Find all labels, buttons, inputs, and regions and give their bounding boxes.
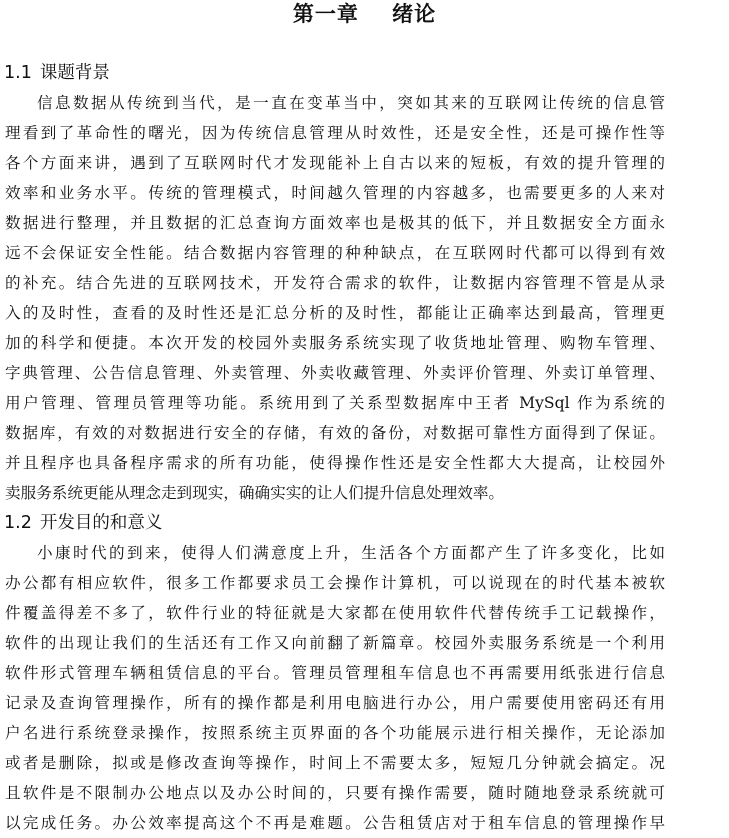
body-line: 用户管理、管理员管理等功能。系统用到了关系型数据库中王者 MySql 作为系统的 bbox=[5, 394, 665, 412]
body-line: 并且程序也具备程序需求的所有功能，使得操作性还是安全性都大大提高，让校园外 bbox=[5, 454, 665, 472]
section-1-1-body bbox=[5, 88, 665, 508]
body-line: 软件的出现让我们的生活还有工作又向前翻了新篇章。校园外卖服务系统是一个利用 bbox=[5, 634, 665, 652]
body-line: 效率和业务水平。传统的管理模式，时间越久管理的内容越多，也需要更多的人来对 bbox=[5, 184, 665, 202]
body-line: 加的科学和便捷。本次开发的校园外卖服务系统实现了收货地址管理、购物车管理、 bbox=[5, 334, 665, 352]
body-line: 记录及查询管理操作，所有的操作都是利用电脑进行办公，用户需要使用密码还有用 bbox=[5, 694, 665, 712]
body-line: 信息数据从传统到当代，是一直在变革当中，突如其来的互联网让传统的信息管 bbox=[37, 94, 665, 112]
section-heading-1-2 bbox=[4, 511, 162, 535]
section-title: 开发目的和意义 bbox=[39, 513, 163, 533]
body-line: 理看到了革命性的曙光，因为传统信息管理从时效性，还是安全性，还是可操作性等 bbox=[5, 124, 665, 142]
section-number: 1.2 bbox=[4, 513, 32, 533]
body-line: 字典管理、公告信息管理、外卖管理、外卖收藏管理、外卖评价管理、外卖订单管理、 bbox=[5, 364, 665, 382]
section-heading-1-1 bbox=[4, 61, 110, 85]
body-line: 以完成任务。办公效率提高这个不再是难题。公告租赁店对于租车信息的管理操作早 bbox=[5, 814, 665, 832]
body-line: 远不会保证安全性能。结合数据内容管理的种种缺点，在互联网时代都可以得到有效 bbox=[5, 244, 665, 262]
body-line: 件覆盖得差不多了，软件行业的特征就是大家都在使用软件代替传统手工记载操作， bbox=[5, 604, 665, 622]
body-line: 数据库，有效的对数据进行安全的存储，有效的备份，对数据可靠性方面得到了保证。 bbox=[5, 424, 665, 442]
section-number: 1.1 bbox=[4, 63, 32, 83]
section-1-2-body bbox=[5, 538, 665, 838]
body-line: 的补充。结合先进的互联网技术，开发符合需求的软件，让数据内容管理不管是从录 bbox=[5, 274, 665, 292]
body-line: 且软件是不限制办公地点以及办公时间的，只要有操作需要，随时随地登录系统就可 bbox=[5, 784, 665, 802]
body-line: 数据进行整理，并且数据的汇总查询方面效率也是极其的低下，并且数据安全方面永 bbox=[5, 214, 665, 232]
body-line: 办公都有相应软件，很多工作都要求员工会操作计算机，可以说现在的时代基本被软 bbox=[5, 574, 665, 592]
body-line: 小康时代的到来，使得人们满意度上升，生活各个方面都产生了许多变化，比如 bbox=[37, 544, 665, 562]
chapter-title: 第一章 绪论 bbox=[292, 2, 437, 26]
body-line: 卖服务系统更能从理念走到现实，确确实实的让人们提升信息处理效率。 bbox=[5, 484, 505, 502]
body-line: 户名进行系统登录操作，按照系统主页界面的各个功能展示进行相关操作，无论添加 bbox=[5, 724, 665, 742]
body-line: 各个方面来讲，遇到了互联网时代才发现能补上自古以来的短板，有效的提升管理的 bbox=[5, 154, 665, 172]
body-line: 或者是删除，拟或是修改查询等操作，时间上不需要太多，短短几分钟就会搞定。况 bbox=[5, 754, 665, 772]
body-line: 入的及时性，查看的及时性还是汇总分析的及时性，都能让正确率达到最高，管理更 bbox=[5, 304, 665, 322]
section-title: 课题背景 bbox=[39, 63, 110, 83]
body-line: 软件形式管理车辆租赁信息的平台。管理员管理租车信息也不再需要用纸张进行信息 bbox=[5, 664, 665, 682]
